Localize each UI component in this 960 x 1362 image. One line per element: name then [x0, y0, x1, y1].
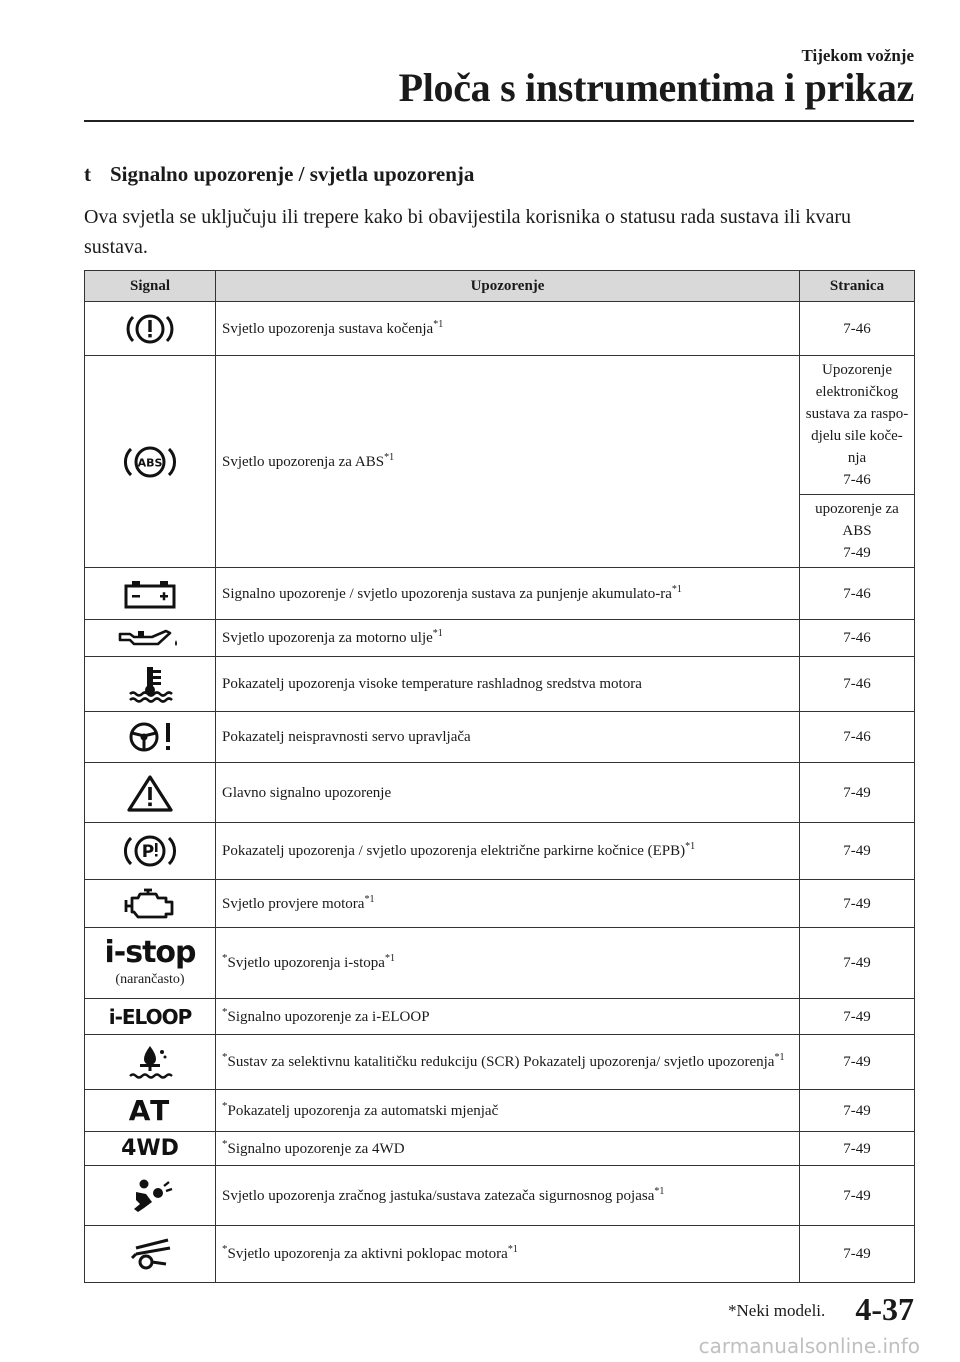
warning-cell: *Signalno upozorenje za 4WD — [216, 1132, 800, 1166]
table-row — [85, 657, 915, 712]
running-header-title: Ploča s instrumentima i prikaz — [398, 65, 914, 110]
section-title: Signalno upozorenje / svjetla upozorenja — [110, 162, 475, 186]
scr-warning-icon — [122, 1042, 178, 1082]
warning-cell: *Svjetlo upozorenja i-stopa$^{*1}$ — [216, 928, 800, 999]
signal-cell — [85, 999, 216, 1035]
signal-cell — [85, 620, 216, 657]
warning-lights-table — [84, 270, 915, 1283]
table-row — [85, 880, 915, 928]
table-row — [85, 928, 915, 999]
signal-cell — [85, 880, 216, 928]
page-cell: 7-49 — [800, 928, 915, 999]
power-steering-icon — [122, 719, 178, 755]
header-warning: Upozorenje — [216, 271, 800, 302]
page-number: 4-37 — [855, 1291, 914, 1327]
header-signal: Signal — [85, 271, 216, 302]
header-divider — [84, 120, 914, 122]
page-cell: 7-49 — [800, 823, 915, 880]
four-wheel-drive-icon: 4WD — [121, 1136, 179, 1161]
warning-cell: Pokazatelj neispravnosti servo upravljača — [216, 712, 800, 763]
automatic-transmission-icon: AT — [128, 1094, 172, 1127]
table-row — [85, 568, 915, 620]
i-eloop-icon: i-ELOOP — [108, 1004, 192, 1029]
i-stop-icon: i-stop — [104, 935, 196, 970]
section-marker: t — [84, 162, 91, 186]
table-header-row — [85, 271, 915, 302]
warning-cell: Svjetlo upozorenja sustava kočenja$^{*1}$ — [216, 302, 800, 356]
page-cell: 7-46 — [800, 302, 915, 356]
warning-cell: Svjetlo upozorenja za motorno ulje$^{*1}$ — [216, 620, 800, 657]
signal-cell — [85, 763, 216, 823]
signal-cell — [85, 1166, 216, 1226]
master-warning-icon — [125, 773, 175, 813]
page-cell: 7-49 — [800, 880, 915, 928]
brake-warning-icon — [122, 311, 178, 347]
running-header-subtitle: Tijekom vožnje — [801, 46, 914, 65]
table-row — [85, 302, 915, 356]
svg-text:ABS: ABS — [137, 456, 163, 469]
signal-cell — [85, 1035, 216, 1090]
page-cell: 7-46 — [800, 712, 915, 763]
page-cell: 7-46 — [800, 568, 915, 620]
table-row — [85, 1226, 915, 1283]
warning-cell: Svjetlo upozorenja za ABS$^{*1}$ — [216, 356, 800, 568]
warning-cell: *Svjetlo upozorenja za aktivni poklopac motora$^{*1}$ — [216, 1226, 800, 1283]
abs-warning-icon — [119, 442, 181, 482]
battery-charging-icon — [120, 578, 180, 610]
signal-cell — [85, 1132, 216, 1166]
warning-cell: Pokazatelj upozorenja visoke temperature rashladnog sredstva motora — [216, 657, 800, 712]
warning-cell: Svjetlo upozorenja zračnog jastuka/sustava zatezača sigurnosnog pojasa$^{*1}$ — [216, 1166, 800, 1226]
table-row — [85, 356, 915, 495]
page-cell: 7-49 — [800, 763, 915, 823]
warning-cell: Signalno upozorenje / svjetlo upozorenja sustava za punjenje akumulato-$ra^{*1}$ — [216, 568, 800, 620]
svg-text:P: P — [141, 842, 155, 862]
page-cell: 7-49 — [800, 1090, 915, 1132]
check-engine-icon — [120, 886, 180, 922]
warning-cell: *Pokazatelj upozorenja za automatski mjenjač — [216, 1090, 800, 1132]
page-cell: 7-49 — [800, 1035, 915, 1090]
table-row — [85, 999, 915, 1035]
signal-cell — [85, 302, 216, 356]
page-cell: Upozorenje elektroničkog sustava za raspo- djelu sile koče- nja 7-46 — [800, 356, 915, 495]
table-row — [85, 1090, 915, 1132]
warning-cell: Glavno signalno upozorenje — [216, 763, 800, 823]
intro-paragraph: Ova svjetla se uključuju ili trepere kako bi obavijestila korisnika o statusu rada sustava ili kvaru sustava. — [84, 206, 852, 258]
section-heading — [84, 162, 474, 187]
header-page: Stranica — [800, 271, 915, 302]
airbag-seatbelt-icon — [122, 1176, 178, 1216]
table-row — [85, 763, 915, 823]
warning-cell: Pokazatelj upozorenja / svjetlo upozorenja električne parkirne kočnice (EPB)$^{*1}$ — [216, 823, 800, 880]
warning-cell: *Signalno upozorenje za i-ELOOP — [216, 999, 800, 1035]
table-row — [85, 712, 915, 763]
table-row — [85, 1035, 915, 1090]
page-cell: 7-46 — [800, 620, 915, 657]
page-cell: 7-49 — [800, 1166, 915, 1226]
table-row — [85, 1132, 915, 1166]
active-bonnet-icon — [122, 1234, 178, 1274]
table-row — [85, 823, 915, 880]
signal-color-note: (narančasto) — [115, 972, 185, 987]
signal-cell — [85, 1090, 216, 1132]
table-row — [85, 620, 915, 657]
signal-cell — [85, 712, 216, 763]
parking-brake-icon — [119, 831, 181, 871]
table-row — [85, 1166, 915, 1226]
signal-cell — [85, 928, 216, 999]
page-cell: upozorenje za ABS 7-49 — [800, 495, 915, 568]
coolant-temperature-icon — [122, 664, 178, 704]
oil-pressure-icon — [116, 624, 184, 652]
signal-cell — [85, 823, 216, 880]
signal-cell — [85, 657, 216, 712]
warning-cell: Svjetlo provjere motora$^{*1}$ — [216, 880, 800, 928]
watermark: carmanualsonline.info — [698, 1334, 920, 1358]
signal-cell — [85, 1226, 216, 1283]
signal-cell — [85, 356, 216, 568]
signal-cell — [85, 568, 216, 620]
footnote: *Neki modeli. — [728, 1301, 826, 1320]
page-cell: 7-49 — [800, 1132, 915, 1166]
page-cell: 7-46 — [800, 657, 915, 712]
warning-cell: *Sustav za selektivnu katalitičku redukciju (SCR) Pokazatelj upozorenja/ svjetlo upozorenja$^{*1}$ — [216, 1035, 800, 1090]
page-cell: 7-49 — [800, 1226, 915, 1283]
page-cell: 7-49 — [800, 999, 915, 1035]
